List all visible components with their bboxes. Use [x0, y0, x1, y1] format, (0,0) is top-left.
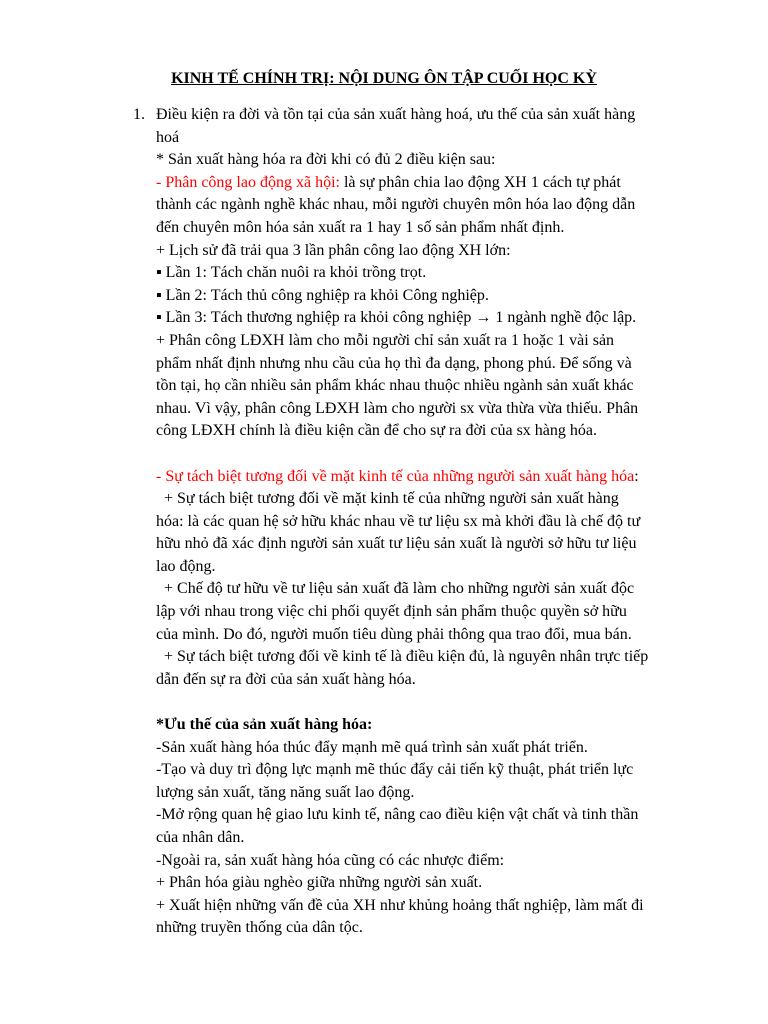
text-line: phẩm nhất định nhưng nhu cầu của họ thì đa dạng, phong phú. Để sống và	[156, 354, 632, 372]
text-line: -Mở rộng quan hệ giao lưu kinh tế, nâng cao điều kiện vật chất và tinh thần	[156, 806, 639, 824]
text-line: công LĐXH chính là điều kiện cần để cho sự ra đời của sx hàng hóa.	[156, 422, 597, 440]
text-line: hữu nhỏ đã xác định người sản xuất tư liệu sản xuất là người sở hữu tư liệu	[156, 535, 637, 553]
text-line: của mình. Do đó, người muốn tiêu dùng phải thông qua trao đổi, mua bán.	[156, 625, 632, 643]
text-line: + Phân hóa giàu nghèo giữa những người sản xuất.	[156, 874, 483, 892]
bullet-line: ▪ Lần 1: Tách chăn nuôi ra khỏi trồng trọt.	[156, 264, 427, 282]
text-line: + Sự tách biệt tương đối về kinh tế là điều kiện đủ, là nguyên nhân trực tiếp	[156, 648, 649, 666]
text-line: dẫn đến sự ra đời của sản xuất hàng hóa.	[156, 670, 416, 688]
item-heading-line-1: Điều kiện ra đời và tồn tại của sản xuất hàng hoá, ưu thế của sản xuất hàng	[156, 106, 636, 123]
text-line: + Xuất hiện những vấn đề của XH như khủng hoảng thất nghiệp, làm mất đi	[156, 896, 644, 914]
text-line: + Phân công LĐXH làm cho mỗi người chỉ sản xuất ra 1 hoặc 1 vài sản	[156, 331, 615, 349]
text-line: + Lịch sử đã trải qua 3 lần phân công lao động XH lớn:	[156, 241, 511, 259]
text-line: lao động.	[156, 557, 216, 575]
division-of-labor-line	[156, 172, 726, 195]
text-line: + Chế độ tư hữu về tư liệu sản xuất đã làm cho những người sản xuất độc	[156, 580, 635, 598]
page-title: KINH TẾ CHÍNH TRỊ: NỘI DUNG ÔN TẬP CUỐI HỌC KỲ	[171, 70, 597, 87]
text-line: nhau. Vì vậy, phân công LĐXH làm cho người sx vừa thừa vừa thiếu. Phân	[156, 399, 639, 417]
bullet-line: ▪ Lần 3: Tách thương nghiệp ra khỏi công nghiệp → 1 ngành nghề độc lập.	[156, 309, 637, 327]
economic-separation-label: - Sự tách biệt tương đối về mặt kinh tế của những người sản xuất hàng hóa	[156, 467, 635, 485]
advantages-heading: *Ưu thế của sản xuất hàng hóa:	[156, 716, 373, 734]
text-line: hóa: là các quan hệ sở hữu khác nhau về tư liệu sx mà khởi đầu là chế độ tư	[156, 512, 641, 530]
text-line: -Sản xuất hàng hóa thúc đẩy mạnh mẽ quá trình sản xuất phát triển.	[156, 738, 588, 756]
list-item-number: 1.	[133, 106, 145, 123]
text-line: lượng sản xuất, tăng năng suất lao động.	[156, 783, 415, 801]
colon-text: :	[634, 467, 639, 485]
spacer	[156, 443, 726, 466]
text-line: lập với nhau trong việc chi phối quyết định sản phẩm thuộc quyền sở hữu	[156, 603, 627, 621]
text-line: đến chuyên môn hóa sản xuất ra 1 hay 1 số sản phẩm nhất định.	[156, 218, 565, 236]
spacer	[156, 691, 726, 714]
text-line: + Sự tách biệt tương đối về mặt kinh tế của những người sản xuất hàng	[156, 490, 619, 508]
text-line: tồn tại, họ cần nhiều sản phẩm khác nhau thuộc nhiều ngành sản xuất khác	[156, 377, 634, 395]
text-line: -Ngoài ra, sản xuất hàng hóa cũng có các nhược điểm:	[156, 851, 505, 869]
document-body	[156, 104, 726, 940]
division-of-labor-label: - Phân công lao động xã hội:	[156, 173, 340, 191]
bullet-line: ▪ Lần 2: Tách thủ công nghiệp ra khỏi Công nghiệp.	[156, 286, 489, 304]
text-line: -Tạo và duy trì động lực mạnh mẽ thúc đẩy cải tiến kỹ thuật, phát triển lực	[156, 761, 634, 779]
text-line: thành các ngành nghề khác nhau, mỗi người chuyên môn hóa lao động dẫn	[156, 196, 636, 214]
conditions-intro: * Sản xuất hàng hóa ra đời khi có đủ 2 điều kiện sau:	[156, 151, 496, 169]
text-line: những truyền thống của dân tộc.	[156, 919, 363, 937]
economic-separation-line	[156, 466, 726, 489]
division-of-labor-text: là sự phân chia lao động XH 1 cách tự phát	[339, 173, 621, 191]
text-line: của nhân dân.	[156, 829, 245, 846]
item-heading-line-2: hoá	[156, 128, 180, 146]
